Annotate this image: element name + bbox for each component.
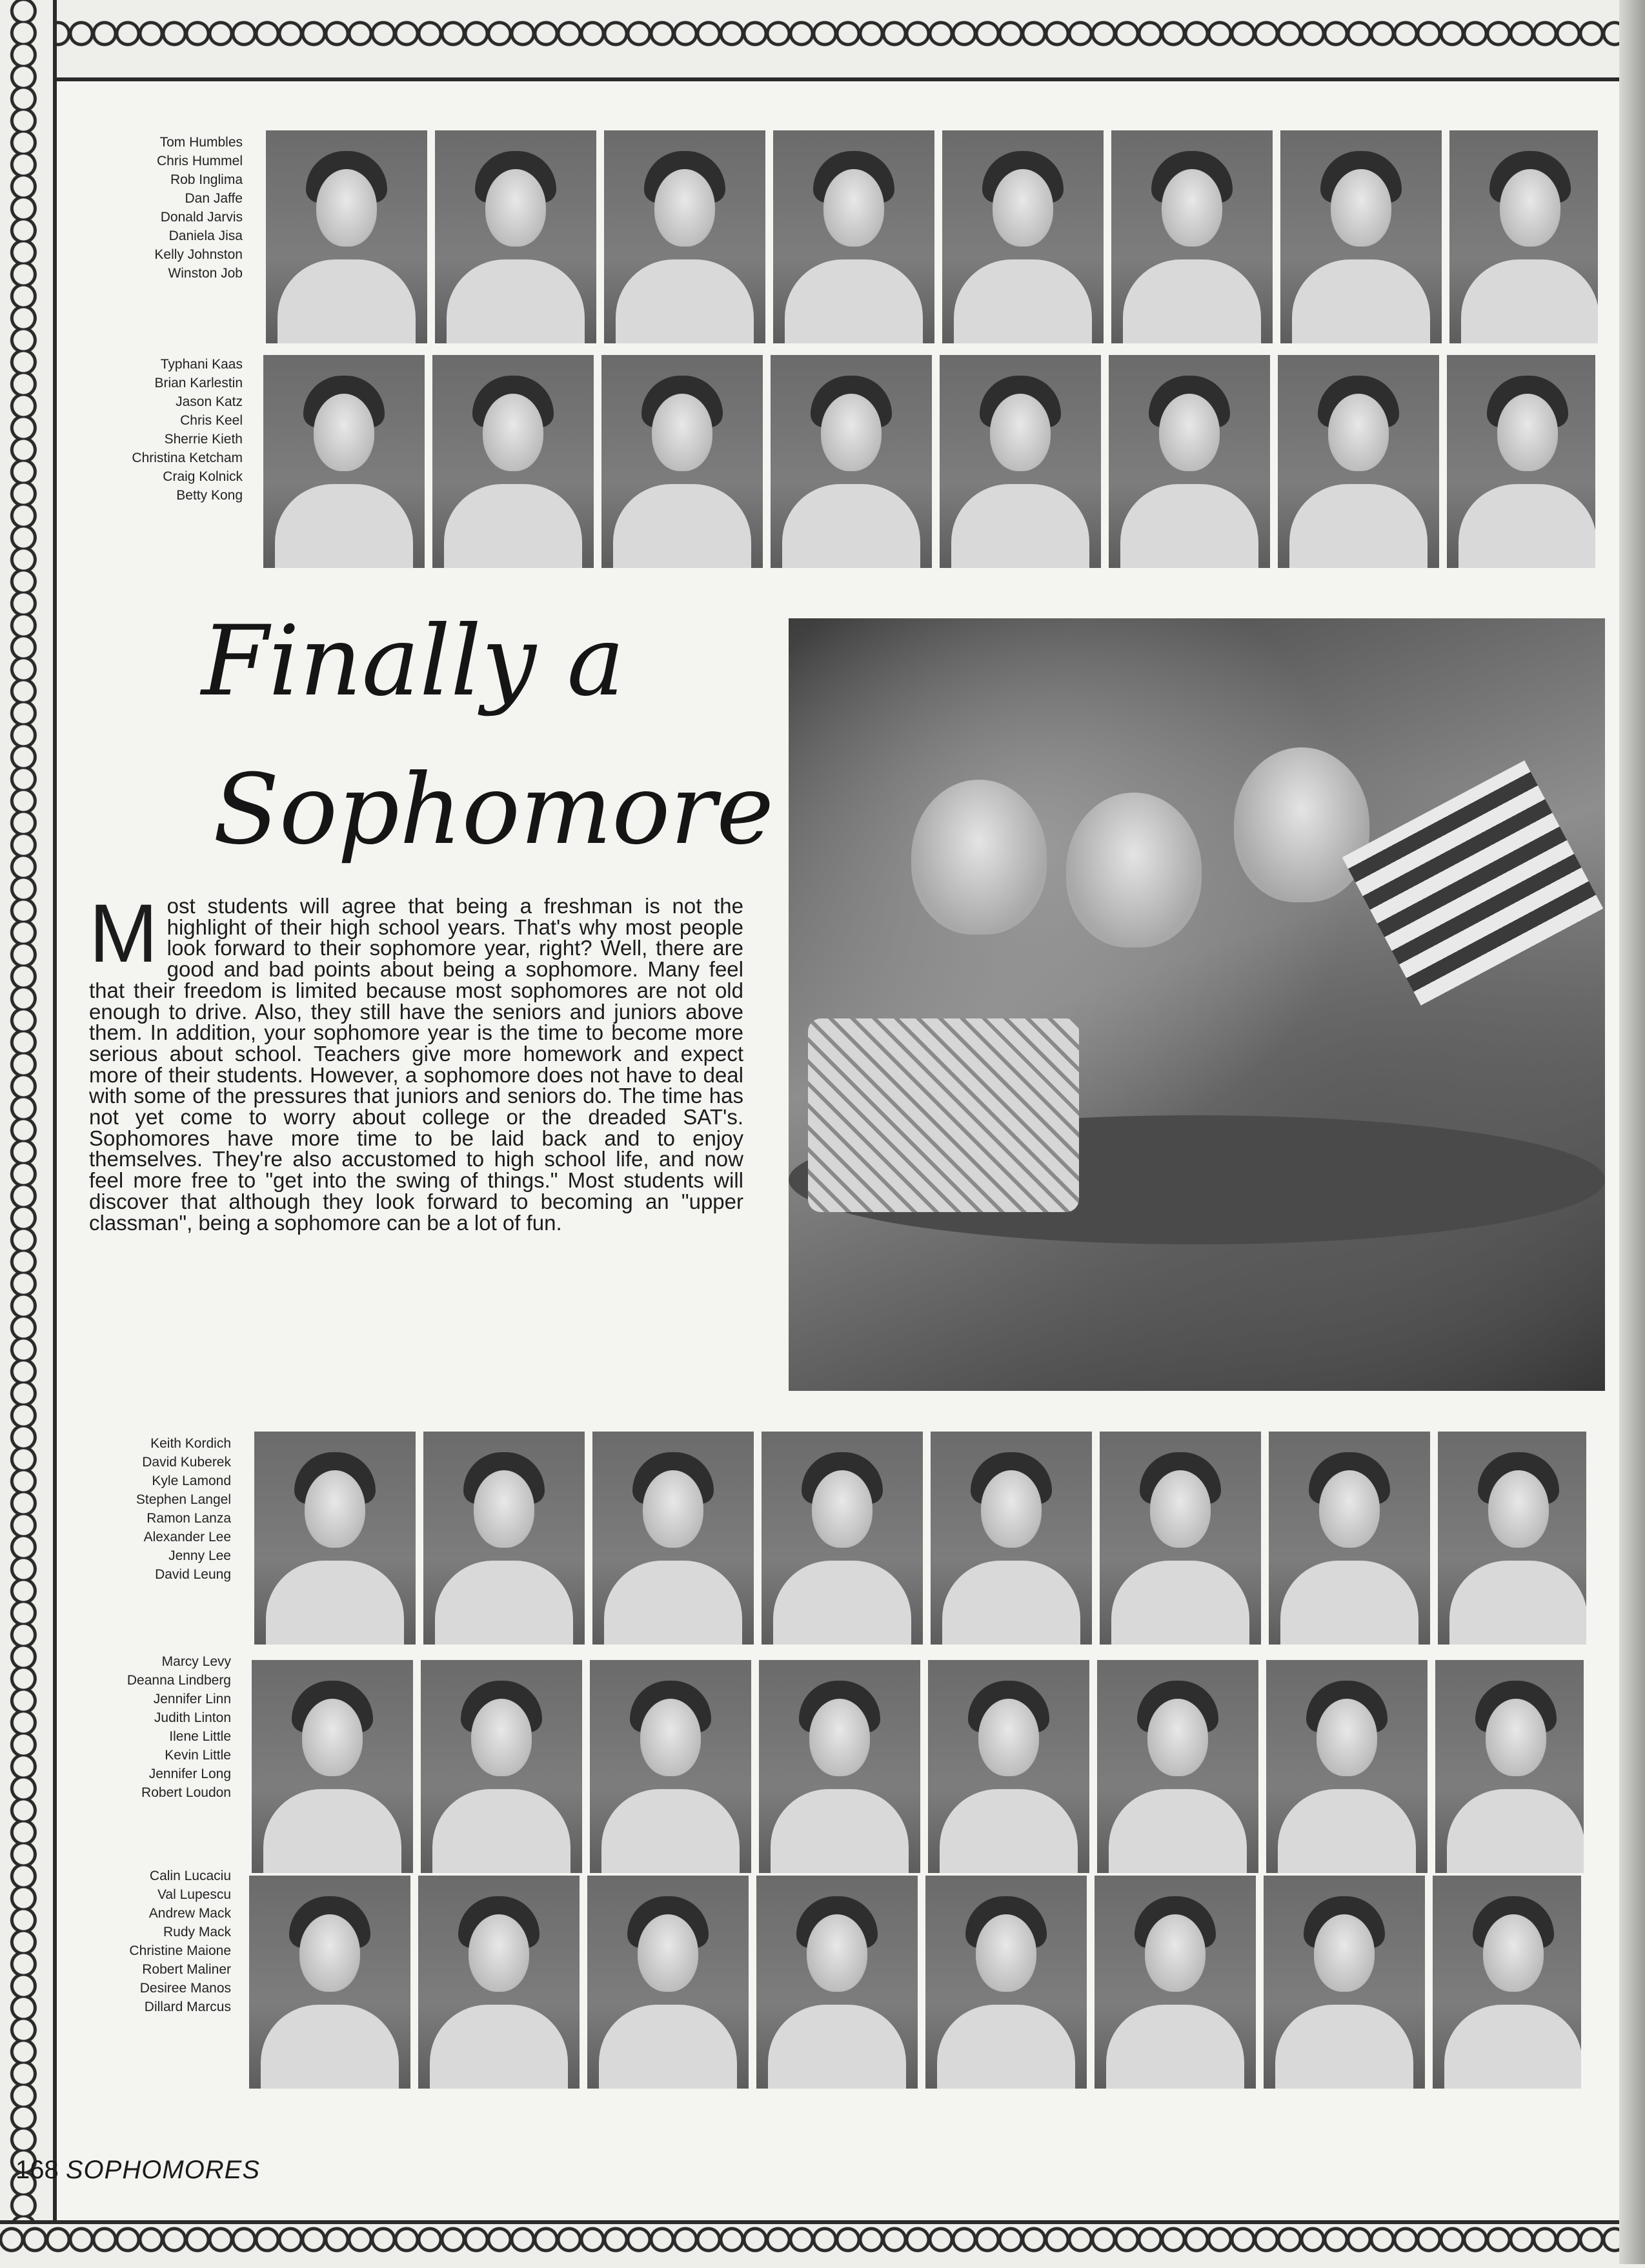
student-name: Alexander Lee <box>143 1530 231 1544</box>
page-number: 168 <box>15 2156 59 2184</box>
name-list-row-1 <box>97 133 243 283</box>
portrait-row-2 <box>263 355 1595 568</box>
portrait-row-5 <box>249 1876 1581 2089</box>
decorative-border-left <box>0 0 57 2264</box>
student-portrait <box>759 1660 920 1873</box>
student-name: Kelly Johnston <box>154 247 243 262</box>
student-portrait <box>1109 355 1270 568</box>
student-portrait <box>418 1876 580 2089</box>
student-name: Christina Ketcham <box>132 451 243 465</box>
student-name: Rudy Mack <box>163 1925 231 1939</box>
decorative-border-top <box>0 0 1645 81</box>
student-portrait <box>1447 355 1595 568</box>
student-name: Jennifer Linn <box>153 1692 231 1706</box>
student-name: Andrew Mack <box>148 1906 231 1921</box>
student-portrait <box>762 1432 923 1645</box>
student-name: Val Lupescu <box>157 1887 231 1902</box>
student-name: Brian Karlestin <box>154 376 243 390</box>
article-text: ost students will agree that being a freshman is not the highlight of their high school years. That's why most people look forward to their sophomore year, right? Well, there are good and bad points about being a sophomore. Many feel that their freedom is limited because most sophomores are not old enough to drive. Also, they still have the seniors and juniors above them. In addition, your sophomore year is the time to become more serious about school. Teachers give more homework and expect more of their students. However, a sophomore does not have to deal with some of the pressures that juniors and seniors do. The time has not yet come to worry about college or the dreaded SAT's. Sophomores have more time to be laid back and to enjoy themselves. They're also accustomed to high school life, and now feel more free to "get into the swing of things." Most students will discover that although they look forward to becoming an "upper classman", being a sophomore can be a lot of fun. <box>89 894 743 1235</box>
student-name: Deanna Lindberg <box>126 1673 231 1688</box>
student-portrait <box>1280 130 1442 343</box>
student-portrait <box>1097 1660 1258 1873</box>
student-name: David Kuberek <box>142 1455 231 1470</box>
student-portrait <box>931 1432 1092 1645</box>
student-portrait <box>1111 130 1273 343</box>
student-name: Desiree Manos <box>139 1981 231 1996</box>
student-name: Craig Kolnick <box>163 469 243 484</box>
name-list-row-5 <box>84 1867 231 2016</box>
student-name: David Leung <box>155 1567 231 1582</box>
student-name: Jason Katz <box>176 394 243 409</box>
student-name: Kevin Little <box>165 1748 231 1763</box>
student-name: Stephen Langel <box>136 1492 231 1507</box>
student-name: Jenny Lee <box>168 1548 231 1563</box>
student-portrait <box>1278 355 1439 568</box>
student-portrait <box>928 1660 1089 1873</box>
student-name: Keith Kordich <box>150 1436 231 1451</box>
feature-photo <box>789 618 1605 1391</box>
student-portrait <box>604 130 765 343</box>
student-portrait <box>590 1660 751 1873</box>
headline-line-1: Finally a <box>201 605 625 718</box>
student-portrait <box>1095 1876 1256 2089</box>
student-name: Tom Humbles <box>159 135 243 150</box>
student-portrait <box>587 1876 749 2089</box>
student-portrait <box>1269 1432 1430 1645</box>
student-name: Donald Jarvis <box>160 210 243 225</box>
student-portrait <box>435 130 596 343</box>
student-name: Daniela Jisa <box>168 228 243 243</box>
student-portrait <box>421 1660 582 1873</box>
student-portrait <box>423 1432 585 1645</box>
student-name: Dan Jaffe <box>185 191 243 206</box>
student-portrait <box>1435 1660 1584 1873</box>
student-portrait <box>756 1876 918 2089</box>
student-portrait <box>263 355 425 568</box>
page-binding-edge <box>1619 0 1645 2264</box>
decorative-border-bottom <box>0 2220 1645 2268</box>
student-name: Robert Maliner <box>142 1962 231 1977</box>
student-name: Betty Kong <box>176 488 243 503</box>
headline-line-2: Sophomore <box>213 754 774 866</box>
student-portrait <box>942 130 1104 343</box>
student-portrait <box>1100 1432 1261 1645</box>
student-portrait <box>940 355 1101 568</box>
drop-cap: M <box>89 887 158 980</box>
student-portrait <box>1433 1876 1581 2089</box>
student-name: Typhani Kaas <box>160 357 243 372</box>
student-portrait <box>601 355 763 568</box>
student-name: Chris Keel <box>180 413 243 428</box>
student-name: Kyle Lamond <box>152 1473 231 1488</box>
student-portrait <box>1449 130 1598 343</box>
student-portrait <box>1438 1432 1586 1645</box>
student-portrait <box>1264 1876 1425 2089</box>
portrait-row-4 <box>252 1660 1584 1873</box>
student-portrait <box>432 355 594 568</box>
student-portrait <box>773 130 934 343</box>
portrait-row-3 <box>254 1432 1586 1645</box>
page-footer <box>15 2156 260 2185</box>
student-name: Calin Lucaciu <box>149 1868 231 1883</box>
student-name: Dillard Marcus <box>144 2000 231 2014</box>
student-portrait <box>592 1432 754 1645</box>
name-list-row-4 <box>84 1652 231 1802</box>
student-portrait <box>925 1876 1087 2089</box>
student-name: Ramon Lanza <box>146 1511 231 1526</box>
student-portrait <box>252 1660 413 1873</box>
student-name: Chris Hummel <box>156 154 243 168</box>
student-portrait <box>266 130 427 343</box>
student-name: Marcy Levy <box>161 1654 231 1669</box>
student-portrait <box>1266 1660 1428 1873</box>
student-portrait <box>249 1876 410 2089</box>
student-portrait <box>771 355 932 568</box>
student-portrait <box>254 1432 416 1645</box>
student-name: Jennifer Long <box>148 1767 231 1781</box>
section-title: SOPHOMORES <box>65 2156 261 2184</box>
student-name: Robert Loudon <box>141 1785 231 1800</box>
portrait-row-1 <box>266 130 1598 343</box>
student-name: Sherrie Kieth <box>164 432 243 447</box>
student-name: Judith Linton <box>154 1710 231 1725</box>
student-name: Christine Maione <box>129 1943 231 1958</box>
name-list-row-2 <box>97 355 243 505</box>
student-name: Ilene Little <box>169 1729 231 1744</box>
student-name: Rob Inglima <box>170 172 243 187</box>
student-name: Winston Job <box>168 266 243 281</box>
name-list-row-3 <box>84 1434 231 1584</box>
article-body <box>89 887 743 1235</box>
